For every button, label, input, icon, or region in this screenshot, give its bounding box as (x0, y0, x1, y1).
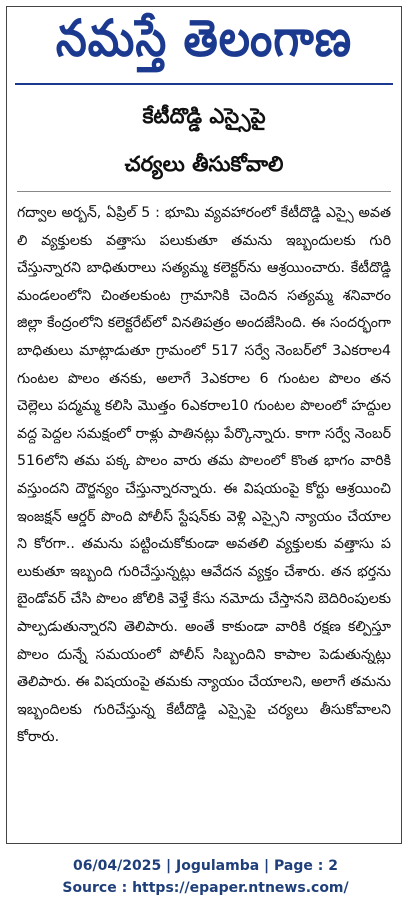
headline-line-1: కేటీదొడ్డి ఎస్సైపై (142, 104, 266, 128)
masthead-divider (15, 83, 393, 85)
newspaper-logo: నమస్తే తెలంగాణ (55, 9, 353, 68)
footer-date-line: 06/04/2025 | Jogulamba | Page : 2 (73, 858, 338, 874)
article-body: గద్వాల అర్బన్, ఏప్రిల్ 5 : భూమి వ్యవహారంలో కేటీదొడ్డి ఎస్సై అవతలి వ్యక్తులకు వత్తాసు పలుకుతూ తమను ఇబ్బందులకు గురి చేస్తున్నారని బాధితురాలు సత్యమ్మ కలెక్టర్‌ను ఆశ్రయించారు. కేటీదొడ్డి మండలంలోని చింతలకుంట గ్రామానికి చెందిన సత్యమ్మ శనివారం జిల్లా కేంద్రంలోని కలెక్టరేట్‌లో వినతిపత్రం అందజేసింది. ఈ సందర్భంగా బాధితులు మాట్లాడుతూ గ్రామంలో 517 సర్వే నెంబర్‌లో 3ఎకరాల4 గుంటల పొలం తనకు, అలాగే 3ఎకరాల 6 గుంటల పొలం తన చెల్లెలు పద్మమ్మ కలిసి మొత్తం 6ఎకరాల10 గుంటల పొలంలో హద్దుల వద్ద పెద్దల సమక్షంలో రాళ్లు పాతినట్లు పేర్కొన్నారు. కాగా సర్వే నెంబర్ 516లోని తమ పక్క పొలం వారు తమ పొలంలో కొంత భాగం వారికి వస్తుందని దౌర్జన్యం చేస్తున్నారన్నారు. ఈ విషయంపై కోర్టు ఆశ్రయించి ఇంజక్షన్ ఆర్డర్ పొంది పోలీస్ స్టేషన్‌కు వెళ్లి ఎస్సైని న్యాయం చేయాలని కోరగా.. తమను పట్టించుకోకుండా అవతలి వ్యక్తులకు వత్తాసు పలుకుతూ ఇబ్బంది గురిచేస్తున్నట్లు ఆవేదన వ్యక్తం చేశారు. తన భర్తను బైండోవర్ చేసి పొలం జోలికి వెళ్తే కేసు నమోదు చేస్తానని బెదిరింపులకు పాల్పడుతున్నారని తెలిపారు. అంతే కాకుండా వారికి రక్షణ కల్పిస్తూ పొలం దున్నే సమయంలో పోలీస్ సిబ్బందిని కాపాల పెడుతున్నట్లు తెలిపారు. ఈ విషయంపై తమకు న్యాయం చేయాలని, అలాగే తమను ఇబ్బందిలకు గురిచేస్తున్న కేటీదొడ్డి ఎస్సైపై చర్యలు తీసుకోవాలని కోరారు. (17, 205, 391, 746)
headline-divider (17, 191, 391, 192)
footer-source-line: Source : https://epaper.ntnews.com/ (62, 880, 349, 896)
news-clipping (6, 6, 402, 844)
headline-line-2: చర్యలు తీసుకోవాలి (124, 152, 284, 176)
masthead (7, 7, 401, 83)
